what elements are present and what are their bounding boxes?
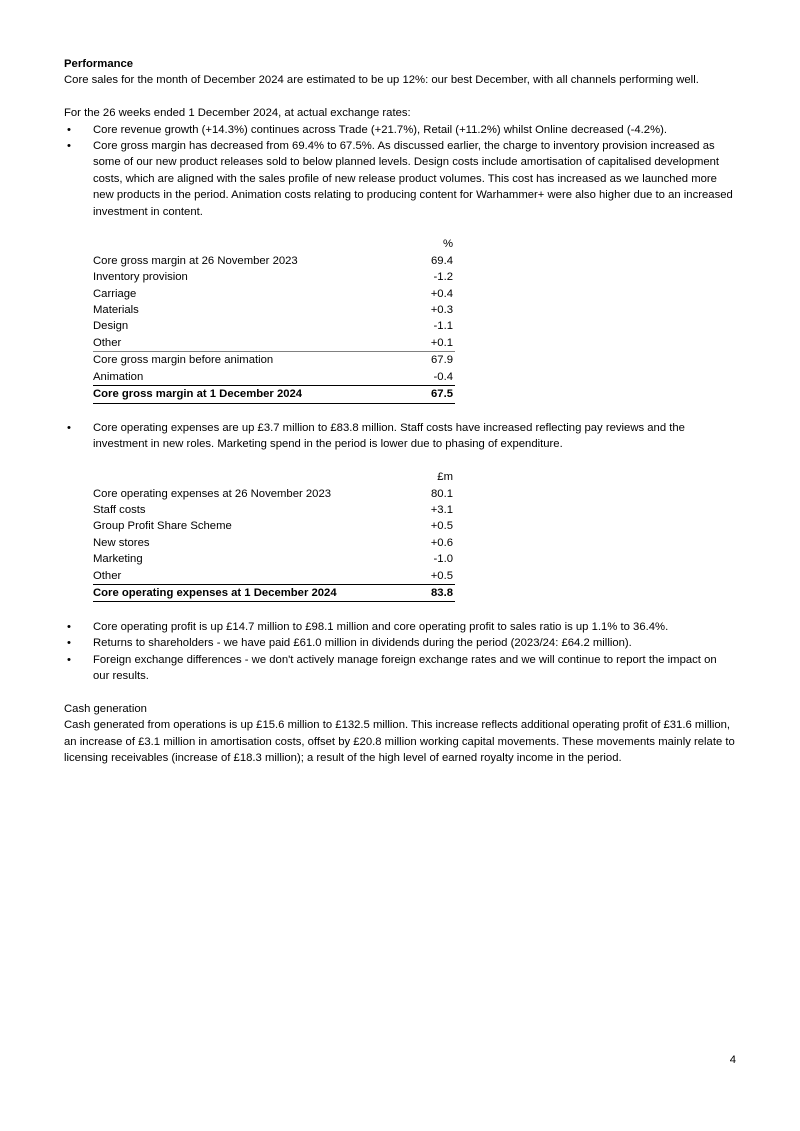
row-label: Other	[93, 336, 122, 349]
list-item	[64, 138, 736, 220]
table-unit-header-row	[93, 469, 455, 485]
bullet-icon: •	[67, 653, 71, 666]
table-row	[93, 486, 455, 502]
table-row	[93, 535, 455, 551]
row-label: Inventory provision	[93, 271, 188, 284]
row-value: -1.0	[433, 553, 453, 566]
spacer	[64, 602, 736, 618]
table-header-blank	[93, 469, 361, 485]
table-row-subtotal	[93, 352, 455, 369]
list-item	[64, 652, 736, 685]
row-label: Other	[93, 569, 122, 582]
table-row	[93, 551, 455, 567]
row-value: -1.1	[433, 320, 453, 333]
performance-section	[64, 56, 736, 220]
table-row	[93, 335, 455, 352]
list-item	[64, 619, 736, 635]
list-item	[64, 635, 736, 651]
row-value: +0.5	[430, 569, 453, 582]
performance-bullet-list-1	[64, 122, 736, 220]
row-value: 83.8	[361, 584, 455, 601]
list-item-text: Core gross margin has decreased from 69.4% to 67.5%. As discussed earlier, the charge to inventory provision increased as some of our new product releases sold to below planned levels. Design costs include amortisation of capitalised development costs, which are aligned with the sales profile of new release product volumes. This cost has increased as we launched more new products in the period. Animation costs relating to producing content for Warhammer+ were also higher due to an increased investment in content.	[93, 140, 733, 218]
list-item	[64, 420, 736, 453]
spacer	[64, 89, 736, 105]
row-value: -0.4	[433, 370, 453, 383]
table-row-total	[93, 584, 455, 601]
performance-heading: Performance	[64, 58, 134, 70]
table-row	[93, 269, 455, 285]
list-item-text: Returns to shareholders - we have paid £61.0 million in dividends during the period (2023/24: £64.2 million).	[93, 637, 632, 650]
row-value: 67.9	[361, 352, 455, 369]
row-value: +0.6	[430, 536, 453, 549]
row-label: Materials	[93, 304, 139, 317]
bullet-icon: •	[67, 620, 71, 633]
table-row	[93, 369, 455, 386]
table-unit-header: %	[442, 238, 453, 251]
page-number: 4	[729, 1054, 736, 1066]
row-value: 69.4	[431, 254, 453, 267]
row-value: +3.1	[430, 503, 453, 516]
row-label: Core operating expenses at 1 December 2024	[93, 584, 361, 601]
table-row	[93, 302, 455, 318]
list-item-text: Core operating profit is up £14.7 million to £98.1 million and core operating profit to sales ratio is up 1.1% to 36.4%.	[93, 620, 669, 633]
cash-generation-body: Cash generated from operations is up £15.6 million to £132.5 million. This increase reflects additional operating profit of £31.6 million, an increase of £3.1 million in amortisation costs, offset by £20.8 million working capital movements. These movements mainly relate to licensing receivables (increase of £18.3 million); a result of the high level of earned royalty income in the period.	[64, 719, 735, 764]
cash-generation-heading: Cash generation	[64, 702, 147, 715]
spacer	[64, 453, 736, 469]
row-label: Marketing	[93, 553, 143, 566]
performance-bullet-list-2	[64, 619, 736, 685]
table-row	[93, 502, 455, 518]
row-label: Group Profit Share Scheme	[93, 520, 232, 533]
gross-margin-table	[93, 236, 455, 403]
table-unit-header: £m	[437, 471, 453, 484]
operating-expenses-table	[93, 469, 455, 602]
opex-table-wrapper	[64, 469, 736, 602]
row-label: New stores	[93, 536, 150, 549]
performance-intro-paragraph: Core sales for the month of December 2024 are estimated to be up 12%: our best December, with all channels performing well.	[64, 74, 699, 87]
table-unit-header-row	[93, 236, 455, 252]
period-basis-line: For the 26 weeks ended 1 December 2024, at actual exchange rates:	[64, 107, 411, 120]
row-value: +0.3	[430, 304, 453, 317]
row-value: 80.1	[431, 487, 453, 500]
list-item-text: Core operating expenses are up £3.7 million to £83.8 million. Staff costs have increased reflecting pay reviews and the investment in new roles. Marketing spend in the period is lower due to phasing of expenditure.	[93, 421, 685, 451]
row-label: Core gross margin at 26 November 2023	[93, 254, 298, 267]
bullet-icon: •	[67, 140, 71, 153]
row-label: Carriage	[93, 287, 137, 300]
row-label: Staff costs	[93, 503, 146, 516]
list-item-text: Core revenue growth (+14.3%) continues across Trade (+21.7%), Retail (+11.2%) whilst Online decreased (-4.2%).	[93, 123, 668, 136]
table-row	[93, 286, 455, 302]
page-content	[64, 56, 736, 766]
table-row	[93, 518, 455, 534]
spacer	[64, 404, 736, 420]
row-value: 67.5	[361, 386, 455, 403]
bullet-icon: •	[67, 421, 71, 434]
gross-margin-table-wrapper	[64, 236, 736, 403]
table-row	[93, 318, 455, 334]
table-row	[93, 568, 455, 585]
spacer	[64, 684, 736, 700]
list-item	[64, 122, 736, 138]
row-value: +0.1	[430, 336, 453, 349]
table-header-blank	[93, 236, 361, 252]
list-item-text: Foreign exchange differences - we don't actively manage foreign exchange rates and we will continue to report the impact on our results.	[93, 653, 717, 682]
row-label: Core gross margin at 1 December 2024	[93, 386, 361, 403]
row-value: -1.2	[433, 271, 453, 284]
row-value: +0.4	[430, 287, 453, 300]
spacer	[64, 220, 736, 236]
table-row-total	[93, 386, 455, 403]
opex-bullet-list	[64, 420, 736, 453]
row-value: +0.5	[430, 520, 453, 533]
row-label: Design	[93, 320, 129, 333]
table-row	[93, 253, 455, 269]
bullet-icon: •	[67, 637, 71, 650]
row-label: Core operating expenses at 26 November 2023	[93, 487, 332, 500]
bullet-icon: •	[67, 123, 71, 136]
row-label: Animation	[93, 370, 144, 383]
cash-generation-section	[64, 701, 736, 767]
row-label: Core gross margin before animation	[93, 352, 361, 369]
